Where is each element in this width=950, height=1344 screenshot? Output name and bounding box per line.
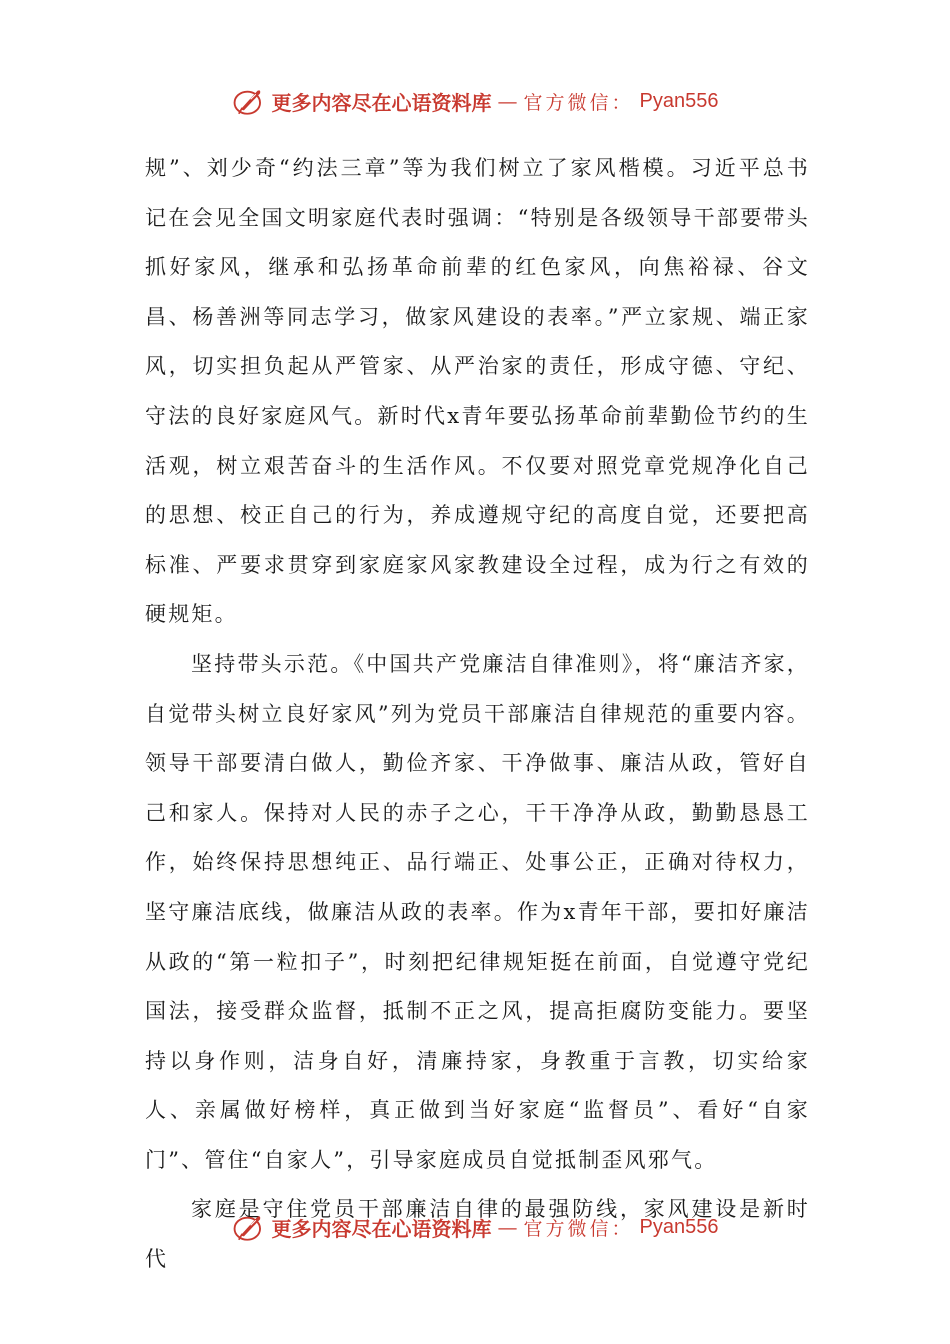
paragraph-family-defense: 家庭是守住党员干部廉洁自律的最强防线，家风建设是新时代 (145, 1197, 810, 1272)
header-wechat-id: Pyan556 (639, 89, 719, 112)
footer-wechat-label: 官方微信： (523, 1217, 634, 1240)
header-separator: — (497, 89, 518, 113)
quill-logo-icon (232, 1210, 266, 1244)
header-site-name: 更多内容尽在心语资料库 (271, 90, 492, 115)
header-banner (0, 84, 950, 118)
paragraph-continued: 规”、刘少奇“约法三章”等为我们树立了家风楷模。习近平总书记在会见全国文明家庭代表时强调：“特别是各级领导干部要带头抓好家风，继承和弘扬革命前辈的红色家风，向焦裕禄、谷文昌、杨善洲等同志学习，做家风建设的表率。”严立家规、端正家风，切实担负起从严管家、从严治家的责任，形成守德、守纪、守法的良好家庭风气。新时代x青年要弘扬革命前辈勤俭节约的生活观，树立艰苦奋斗的生活作风。不仅要对照党章党规净化自己的思想、校正自己的行为，养成遵规守纪的高度自觉，还要把高标准、严要求贯穿到家庭家风家教建设全过程，成为行之有效的硬规矩。 (145, 156, 810, 627)
quill-logo-icon (232, 84, 266, 118)
paragraph-lead-by-example: 坚持带头示范。《中国共产党廉洁自律准则》，将“廉洁齐家，自觉带头树立良好家风”列为党员干部廉洁自律规范的重要内容。领导干部要清白做人，勤俭齐家、干净做事、廉洁从政，管好自己和家人。保持对人民的赤子之心，干干净净从政，勤勤恳恳工作，始终保持思想纯正、品行端正、处事公正，正确对待权力，坚守廉洁底线，做廉洁从政的表率。作为x青年干部，要扣好廉洁从政的“第一粒扣子”，时刻把纪律规矩挺在前面，自觉遵守党纪国法，接受群众监督，抵制不正之风，提高拒腐防变能力。要坚持以身作则，洁身自好，清廉持家，身教重于言教，切实给家人、亲属做好榜样，真正做到当好家庭“监督员”、看好“自家门”、管住“自家人”，引导家庭成员自觉抵制歪风邪气。 (145, 651, 810, 1172)
footer-banner (0, 1210, 950, 1244)
document-body (145, 144, 810, 1285)
footer-separator: — (497, 1215, 518, 1239)
footer-site-name: 更多内容尽在心语资料库 (271, 1216, 492, 1241)
header-wechat-label: 官方微信： (523, 91, 634, 114)
footer-wechat-id: Pyan556 (639, 1215, 719, 1238)
